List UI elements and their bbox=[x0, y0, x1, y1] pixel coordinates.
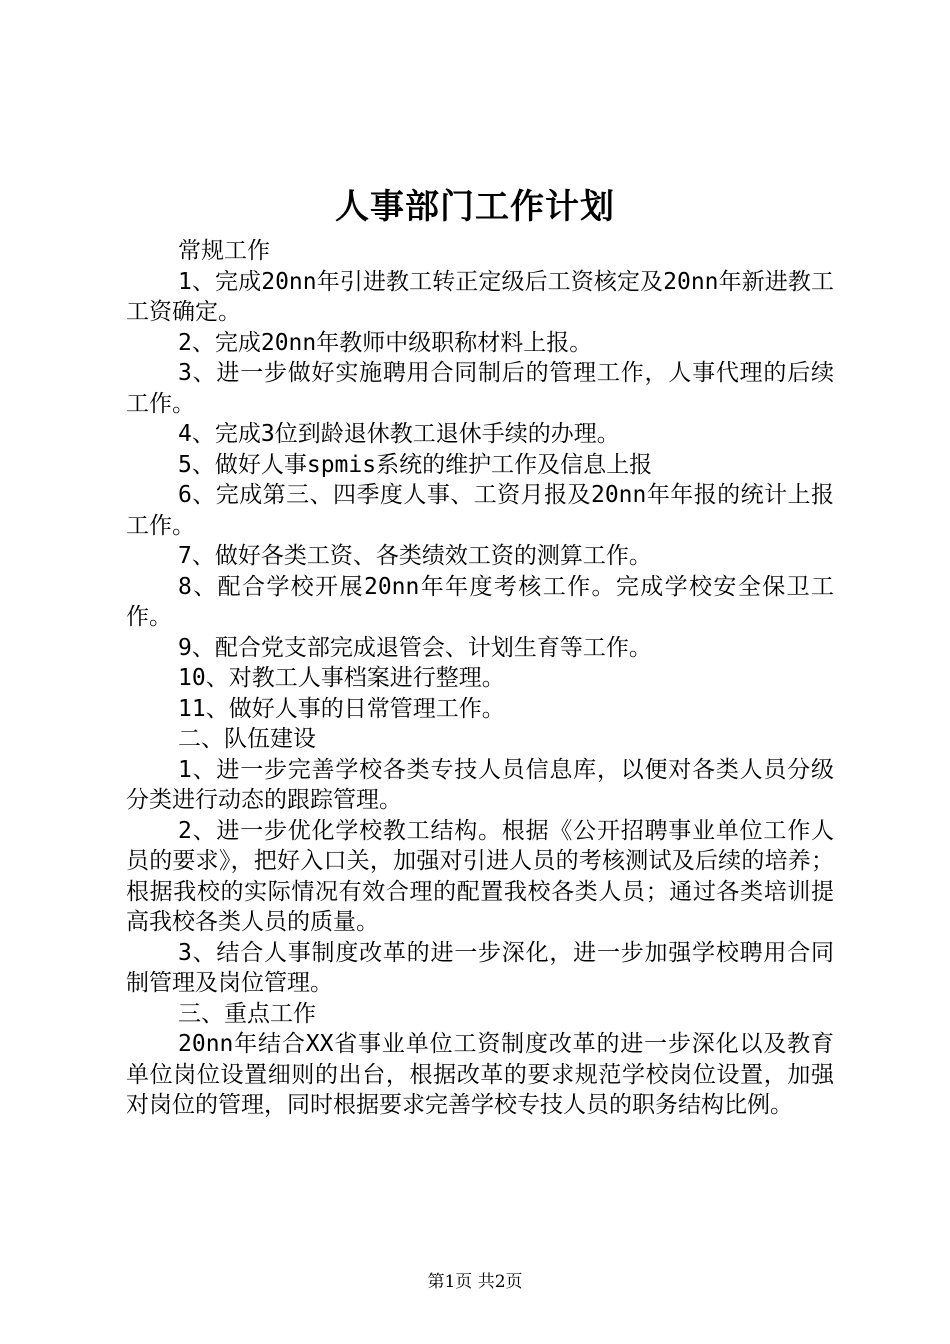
section-heading-routine: 常规工作 bbox=[178, 238, 270, 264]
paragraph: 20nn年结合XX省事业单位工资制度改革的进一步深化以及教育单位岗位设置细则的出台，根据改革的要求规范学校岗位设置，加强对岗位的管理，同时根据要求完善学校专技人员的职务结构比例。 bbox=[126, 1031, 834, 1118]
paragraph: 6、完成第三、四季度人事、工资月报及20nn年年报的统计上报工作。 bbox=[126, 482, 834, 539]
paragraph: 1、进一步完善学校各类专技人员信息库，以便对各类人员分级分类进行动态的跟踪管理。 bbox=[126, 756, 834, 813]
paragraph: 7、做好各类工资、各类绩效工资的测算工作。 bbox=[178, 543, 652, 569]
paragraph: 1、完成20nn年引进教工转正定级后工资核定及20nn年新进教工工资确定。 bbox=[126, 268, 834, 325]
paragraph: 11、做好人事的日常管理工作。 bbox=[178, 695, 505, 722]
section-heading-team: 二、队伍建设 bbox=[178, 726, 316, 752]
paragraph: 3、结合人事制度改革的进一步深化，进一步加强学校聘用合同制管理及岗位管理。 bbox=[126, 939, 834, 996]
paragraph: 4、完成3位到龄退休教工退休手续的办理。 bbox=[178, 421, 620, 447]
paragraph: 2、进一步优化学校教工结构。根据《公开招聘事业单位工作人员的要求》，把好入口关，加强对引进人员的考核测试及后续的培养；根据我校的实际情况有效合理的配置我校各类人员；通过各类培训提高我校各类人员的质量。 bbox=[126, 817, 834, 935]
page-number-footer: 第1页 共2页 bbox=[427, 1272, 523, 1292]
paragraph: 5、做好人事spmis系统的维护工作及信息上报 bbox=[178, 451, 653, 478]
paragraph: 2、完成20nn年教师中级职称材料上报。 bbox=[178, 329, 593, 356]
paragraph: 3、进一步做好实施聘用合同制后的管理工作，人事代理的后续工作。 bbox=[126, 360, 834, 417]
section-heading-key-work: 三、重点工作 bbox=[178, 1000, 316, 1027]
paragraph: 9、配合党支部完成退管会、计划生育等工作。 bbox=[178, 634, 652, 661]
paragraph: 10、对教工人事档案进行整理。 bbox=[178, 665, 505, 691]
document-title: 人事部门工作计划 bbox=[335, 187, 615, 227]
paragraph: 8、配合学校开展20nn年年度考核工作。完成学校安全保卫工作。 bbox=[126, 573, 834, 630]
document-body bbox=[126, 236, 834, 1121]
